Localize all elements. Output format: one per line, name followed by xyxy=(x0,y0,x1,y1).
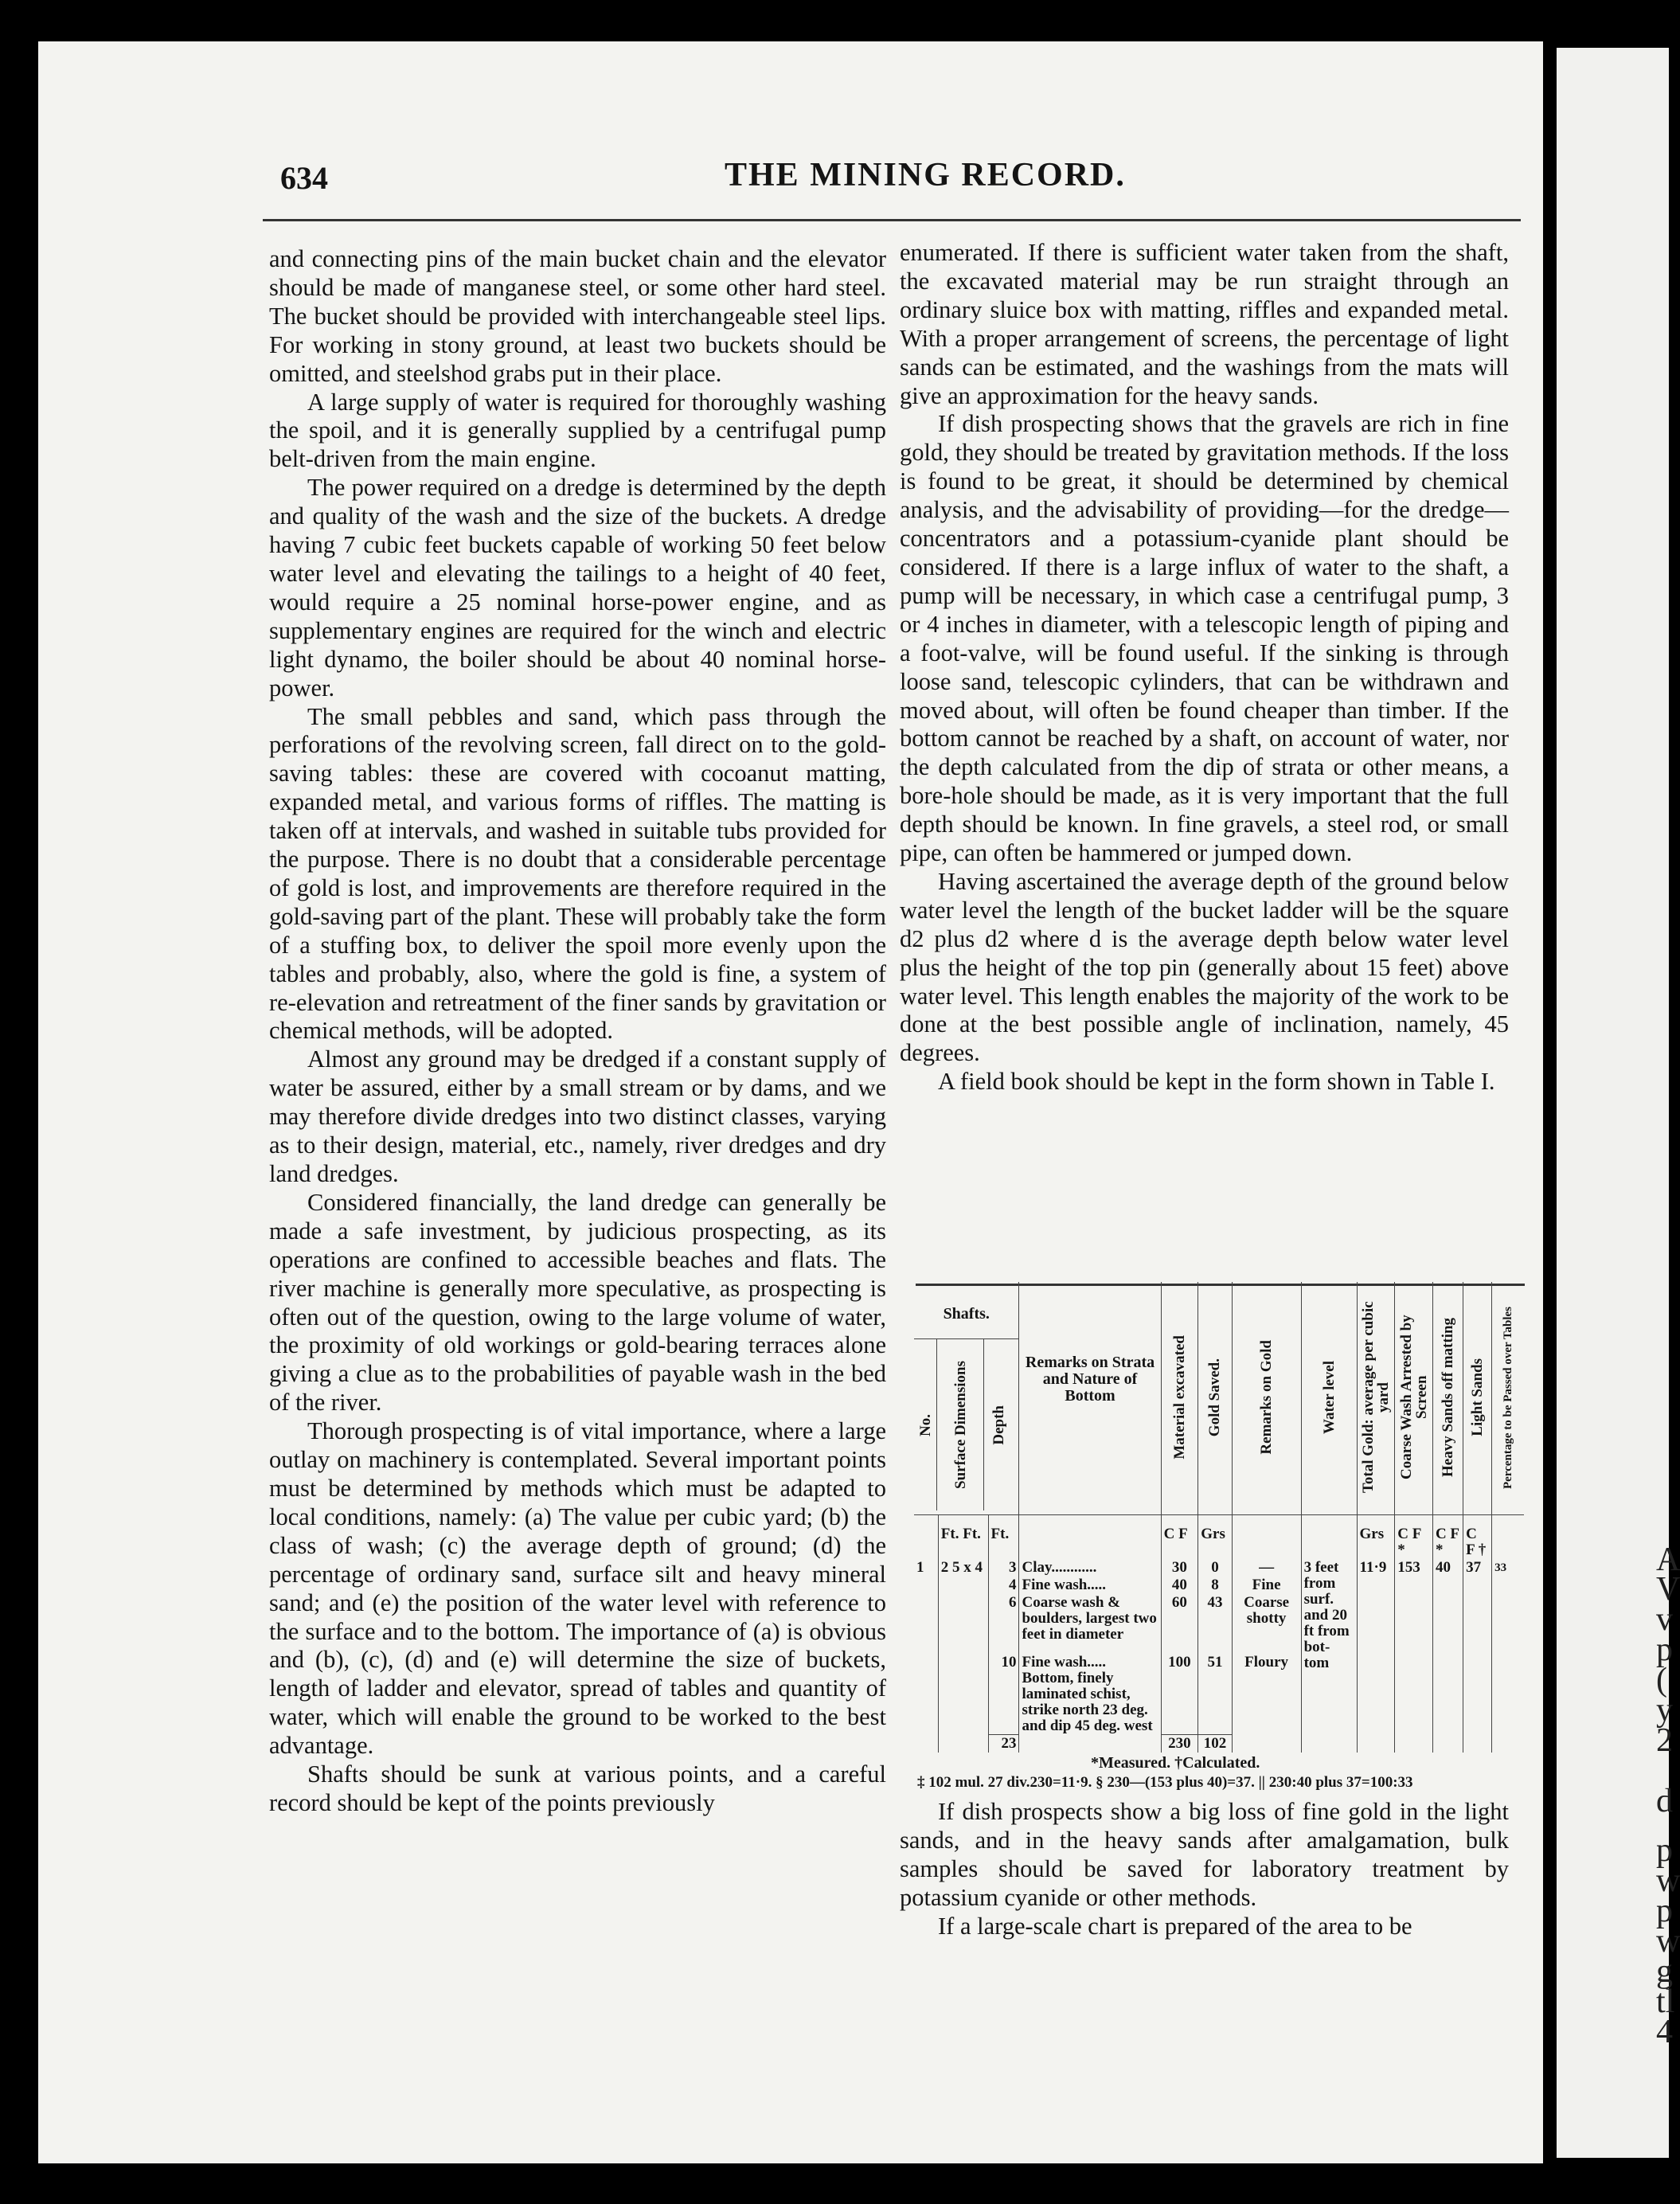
unit-total: Grs xyxy=(1357,1514,1395,1559)
paragraph: If dish prospects show a big loss of fine gold in the light sands, and in the heavy sands after amalgamation, bulk samples should be saved for laboratory treatment by potassium cyanide or other methods. xyxy=(900,1798,1509,1911)
facing-page-letter: 4 xyxy=(1656,2014,1673,2050)
cell-depth: 4 xyxy=(988,1577,1019,1594)
cell-gold-remark: Coarse shotty xyxy=(1232,1594,1301,1643)
col-header-coarse-wash: Coarse Wash Arrested by Screen xyxy=(1397,1315,1430,1480)
facing-page-letter: A xyxy=(1656,1542,1680,1578)
paragraph: enumerated. If there is sufficient water taken from the shaft, the excavated material may be run straight through an ordinary sluice box with matting, riffles and expanded metal. With a proper arrangement of screens, the percentage of light sands can be estimated, and the washings from the mats will give an approximation for the heavy sands. xyxy=(900,239,1509,409)
cell-depth: 10 xyxy=(988,1643,1019,1735)
paragraph: If dish prospecting shows that the gravels are rich in fine gold, they should be treated by gravitation methods. If the loss is found to be great, it should be determined by chemical analysis, and the advisability of providing—for the dredge—concentrators and a potassium-cyanide plant should be considered. If there is a large influx of water to the shaft, a pump will be necessary, in which case a centrifugal pump, 3 or 4 inches in diameter, with a telescopic length of piping and a foot-valve, will be found useful. If the sinking is through loose sand, telescopic cylinders, that can be withdrawn and moved about, will often be found cheaper than timber. If the bottom cannot be reached by a shaft, on account of water, nor the depth calculated from the dip of strata or other means, a bore-hole should be made, as it is very important that the full depth should be known. In fine gravels, a steel rod, or small pipe, can often be hammered or jumped down. xyxy=(900,410,1509,867)
table-row xyxy=(914,1559,1524,1577)
facing-page-letter: w xyxy=(1656,1862,1680,1899)
running-head: THE MINING RECORD. xyxy=(725,157,1126,193)
unit-light: C F † xyxy=(1463,1514,1492,1559)
paragraph: If a large-scale chart is prepared of the area to be xyxy=(938,1912,1412,1940)
cell-strata: Fine wash..... xyxy=(1019,1577,1161,1594)
cell-gold: 0 xyxy=(1198,1559,1232,1577)
col-header-remarks-strata: Remarks on Strata and Nature of Bottom xyxy=(1025,1354,1155,1405)
cell-material: 40 xyxy=(1161,1577,1198,1594)
facing-page-letter: y xyxy=(1656,1692,1673,1729)
paragraph: The small pebbles and sand, which pass through the perforations of the revolving screen, fall direct on to the gold-saving tables: these are covered with cocoanut matting, expanded metal, and various forms of riffles. The matting is taken off at intervals, and washed in suitable tubs provided for the purpose. There is no doubt that a considerable percentage of gold is lost, and improvements are therefore required in the gold-saving part of the plant. These will probably take the form of a stuffing box, to deliver the spoil more evenly upon the tables and probably, also, where the gold is fine, a system of re-elevation and retreatment of the finer sands by gravitation or chemical methods, will be adopted. xyxy=(269,702,886,1045)
paragraph: Almost any ground may be dredged if a constant supply of water be assured, either by a small stream or by dams, and we may therefore divide dredges into two distinct classes, varying as to their design, material, etc., namely, river dredges and dry land dredges. xyxy=(269,1045,886,1187)
shafts-header: Shafts. xyxy=(914,1306,1018,1339)
facing-page-letter: tl xyxy=(1656,1983,1675,2020)
header-rule xyxy=(263,219,1521,221)
right-column-continued xyxy=(900,1798,1509,1941)
col-header-gold-saved: Gold Saved. xyxy=(1206,1358,1224,1437)
col-header-percentage: Percentage to be Passed over Tables xyxy=(1502,1306,1515,1489)
cell-depth: 3 xyxy=(988,1559,1019,1577)
unit-depth: Ft. xyxy=(988,1514,1019,1559)
paragraph: A large supply of water is required for thoroughly washing the spoil, and it is generally supplied by a centrifugal pump belt-driven from the main engine. xyxy=(269,388,886,473)
facing-page-letter: ( xyxy=(1656,1662,1667,1698)
col-header-water-level: Water level xyxy=(1320,1361,1338,1434)
facing-page-letter: w xyxy=(1656,1923,1680,1960)
cell-material: 100 xyxy=(1161,1643,1198,1735)
cell-gold: 43 xyxy=(1198,1594,1232,1643)
table-row xyxy=(914,1643,1524,1735)
unit-heavy: C F * xyxy=(1432,1514,1463,1559)
table-footnote-calc: ‡ 102 mul. 27 div.230=11·9. § 230—(153 plus 40)=37. || 230:40 plus 37=100:33 xyxy=(917,1774,1413,1791)
col-header-heavy-sands: Heavy Sands off matting xyxy=(1440,1317,1457,1478)
unit-material: C F xyxy=(1161,1514,1198,1559)
cell-gold: 8 xyxy=(1198,1577,1232,1594)
col-header-surface: Surface Dimensions xyxy=(951,1361,969,1489)
cell-water: 3 feet from surf. and 20 ft from bot-tom xyxy=(1301,1559,1357,1735)
unit-coarse: C F * xyxy=(1395,1514,1433,1559)
cell-gold-remark: — xyxy=(1232,1559,1301,1577)
left-column xyxy=(269,245,886,1818)
col-header-total-gold: Total Gold: average per cubic yard xyxy=(1359,1301,1392,1494)
cell-heavy: 40 xyxy=(1432,1559,1463,1577)
cell-pct: 33 xyxy=(1492,1559,1524,1577)
cell-depth: 6 xyxy=(988,1594,1019,1643)
total-depth: 23 xyxy=(988,1735,1019,1753)
right-column xyxy=(900,239,1509,1096)
paragraph: Thorough prospecting is of vital importance, where a large outlay on machinery is contemplated. Several important points must be determined by methods which must be adapted to local conditions, namely: (a) The value per cubic yard; (b) the class of wash; (c) the average depth of ground; (d) the percentage of ordinary sand, surface silt and heavy mineral sand; and (e) the position of the water level with reference to the surface and to the bottom. The importance of (a) is obvious and (b), (c), (d) and (e) will determine the size of buckets, length of ladder and elevator, spread of tables and quantity of water, which will enable the ground to be worked to the best advantage. xyxy=(269,1417,886,1760)
cell-gold-remark: Fine xyxy=(1232,1577,1301,1594)
paragraph: Having ascertained the average depth of the ground below water level the length of the bucket ladder will be the square d2 plus d2 where d is the average depth below water level plus the height of the top pin (generally about 15 feet) above water level. This length enables the majority of the work to be done at the best possible angle of inclination, namely, 45 degrees. xyxy=(900,867,1509,1067)
cell-surface: 2 5 x 4 xyxy=(938,1559,988,1577)
total-material: 230 xyxy=(1161,1735,1198,1753)
col-header-no: No. xyxy=(916,1413,934,1436)
facing-page-letter: V xyxy=(1656,1571,1680,1608)
cell-gold-remark: Floury xyxy=(1232,1643,1301,1735)
table-row xyxy=(914,1577,1524,1594)
cell-no: 1 xyxy=(916,1558,924,1576)
cell-material: 30 xyxy=(1161,1559,1198,1577)
paragraph: Considered financially, the land dredge can generally be made a safe investment, by judicious prospecting, as its operations are confined to accessible beaches and flats. The river machine is generally more speculative, as prospecting is often out of the question, owing to the large volume of water, the proximity of old workings or gold-bearing terraces alone giving a clue as to the probabilities of payable wash in the bed of the river. xyxy=(269,1188,886,1417)
table-totals-row xyxy=(914,1735,1524,1753)
facing-page-letter: g xyxy=(1656,1953,1673,1990)
cell-gold: 51 xyxy=(1198,1643,1232,1735)
cell-light: 37 xyxy=(1463,1559,1492,1577)
unit-gold: Grs xyxy=(1198,1514,1232,1559)
col-header-depth: Depth xyxy=(990,1405,1007,1445)
unit-pct xyxy=(1492,1514,1524,1559)
facing-page-letter: p xyxy=(1656,1632,1673,1668)
facing-page-letter: v xyxy=(1656,1601,1673,1638)
paragraph: A field book should be kept in the form shown in Table I. xyxy=(938,1068,1495,1096)
col-header-material: Material excavated xyxy=(1170,1335,1188,1460)
col-header-remarks-gold: Remarks on Gold xyxy=(1258,1340,1276,1455)
cell-material: 60 xyxy=(1161,1594,1198,1643)
table-row xyxy=(914,1594,1524,1643)
field-book-table xyxy=(914,1282,1526,1769)
facing-page-letter: d xyxy=(1656,1783,1673,1819)
paragraph: The power required on a dredge is determined by the depth and quality of the wash and the size of the buckets. A dredge having 7 cubic feet buckets capable of working 50 feet below water level and elevating the tailings to a height of 40 feet, would require a 25 nominal horse-power engine, and as supplementary engines are required for the winch and electric light dynamo, the boiler should be about 40 nominal horse-power. xyxy=(269,474,886,701)
total-gold: 102 xyxy=(1198,1735,1232,1753)
page-number: 634 xyxy=(280,160,328,196)
cell-total: 11·9 xyxy=(1357,1559,1395,1577)
facing-page-letter: 2 xyxy=(1656,1722,1673,1759)
facing-page-strip xyxy=(1557,48,1669,2158)
paragraph: and connecting pins of the main bucket chain and the elevator should be made of manganese steel, or some other hard steel. The bucket should be provided with interchangeable steel lips. For working in stony ground, at least two buckets should be omitted, and steelshod grabs put in their place. xyxy=(269,245,886,387)
col-header-light-sands: Light Sands xyxy=(1469,1358,1487,1436)
paragraph: Shafts should be sunk at various points, and a careful record should be kept of the points previously xyxy=(269,1760,886,1816)
cell-coarse: 153 xyxy=(1395,1559,1433,1577)
cell-strata: Coarse wash & boulders, largest two feet in diameter xyxy=(1019,1594,1161,1643)
facing-page-letter: p xyxy=(1656,1832,1673,1869)
cell-strata: Clay............ xyxy=(1019,1559,1161,1577)
table-footnote-markers: *Measured. †Calculated. xyxy=(1091,1754,1260,1772)
unit-surface: Ft. Ft. xyxy=(938,1514,988,1559)
table xyxy=(914,1282,1524,1753)
facing-page-letter: p xyxy=(1656,1893,1673,1929)
cell-strata: Fine wash..... Bottom, finely laminated schist, strike north 23 deg. and dip 45 deg. west xyxy=(1019,1643,1161,1735)
